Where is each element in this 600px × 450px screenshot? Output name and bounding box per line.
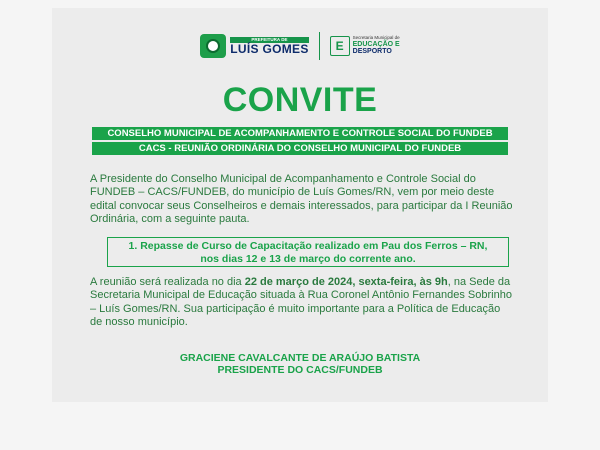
header-logos: [52, 26, 548, 66]
agenda-line-2: nos dias 12 e 13 de março do corrente ano.: [200, 253, 416, 265]
desporto-label: DESPORTO: [352, 48, 392, 56]
secretaria-logo: [330, 36, 400, 56]
agenda-box: [107, 237, 509, 267]
signature-name: GRACIENE CAVALCANTE DE ARAÚJO BATISTA: [179, 352, 421, 364]
signature-role: PRESIDENTE DO CACS/FUNDEB: [217, 364, 383, 376]
agenda-line-1: 1. Repasse de Curso de Capacitação realizado em Pau dos Ferros – RN,: [128, 240, 488, 252]
logo-divider: [319, 32, 320, 60]
meeting-prefix: A reunião será realizada no dia: [90, 276, 245, 288]
city-name: LUÍS GOMES: [230, 42, 309, 57]
municipal-crest-icon: [200, 34, 226, 58]
meeting-banner: CACS - REUNIÃO ORDINÁRIA DO CONSELHO MUNICIPAL DO FUNDEB: [92, 142, 508, 155]
invitation-card: [52, 8, 548, 402]
secretaria-label: Secretaria Municipal de: [352, 35, 400, 41]
meeting-suffix: , na Sede da Secretaria Municipal de Educação situada à Rua Coronel Antônio Fernandes Sobrinho – Luís Gomes/RN. Sua participação é muito importante para a Política de Educação de nosso município.: [90, 276, 512, 329]
meeting-date: 22 de março de 2024, sexta-feira, às 9h: [244, 276, 448, 288]
page-title: CONVITE: [222, 81, 378, 119]
council-banner: CONSELHO MUNICIPAL DE ACOMPANHAMENTO E CONTROLE SOCIAL DO FUNDEB: [92, 127, 508, 140]
prefeitura-label: PREFEITURA DE: [230, 37, 308, 44]
prefeitura-logo: [200, 34, 308, 58]
meeting-paragraph: [90, 276, 514, 330]
education-emblem-icon: E: [330, 36, 350, 56]
intro-paragraph: A Presidente do Conselho Municipal de Acompanhamento e Controle Social do FUNDEB – CACS/FUNDEB, do município de Luís Gomes/RN, vem por meio deste edital convocar seus Conselheiros e demais interessados, para participar da I Reunião Ordinária, com a seguinte pauta.: [90, 173, 513, 226]
educacao-label: EDUCAÇÃO E: [352, 41, 400, 49]
